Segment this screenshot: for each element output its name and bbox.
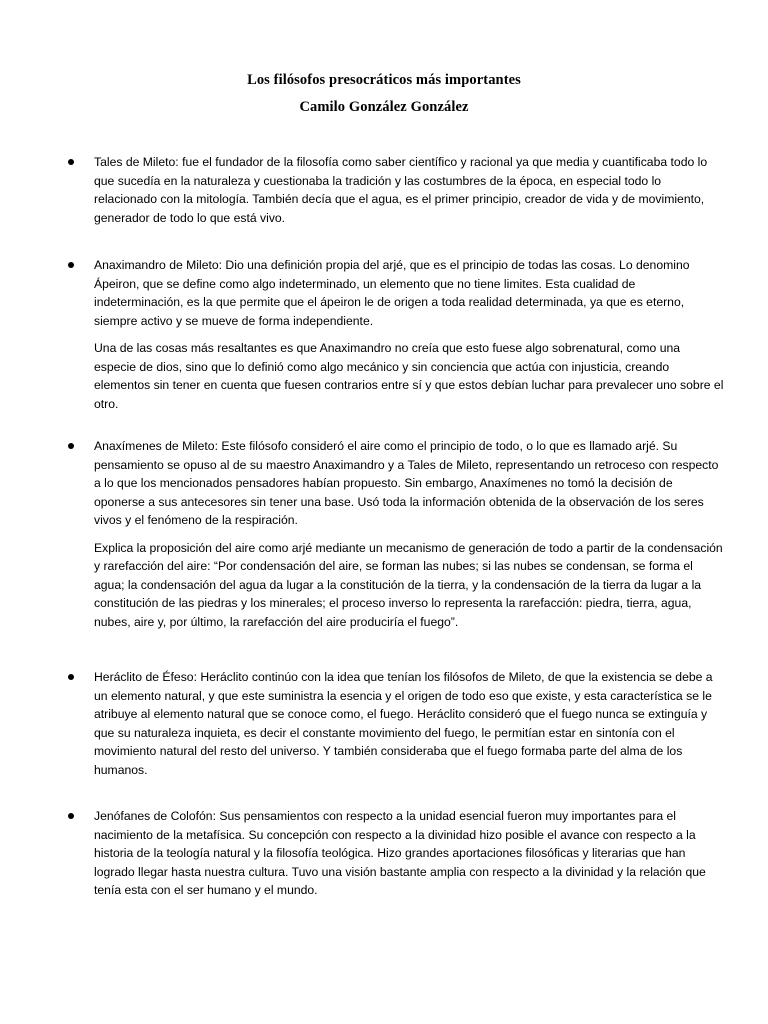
philosopher-name: Tales de Mileto:: [94, 155, 179, 169]
section-paragraph: Explica la proposición del aire como arjé mediante un mecanismo de generación de todo a partir de la condensación y rarefacción del aire: “Por condensación del aire, se forman las nubes; si las nubes se condensan, se forma el agua; la condensación del agua da lugar a la constitución de la tierra, y la condensación de la tierra da lugar a la constitución de las piedras y los minerales; el proceso inverso lo representa la rarefacción: piedra, tierra, agua, nubes, aire y, por último, la rarefacción del aire produciría el fuego”.: [94, 540, 723, 629]
section-anaximandro: [94, 256, 724, 413]
paragraph-text: Este filósofo consideró el aire como el principio de todo, o lo que es llamado arjé. Su pensamiento se opuso al de su maestro Anaximandro y a Tales de Mileto, representando un retroceso con respecto a lo que los mencionados pensadores habían propuesto. Sin embargo, Anaxímenes no tomó la decisión de oponerse a sus antecesores sin tener una base. Usó toda la información obtenida de la observación de los seres vivos y el fenómeno de la respiración.: [94, 439, 719, 527]
section-jenofanes: [94, 807, 724, 900]
section-paragraph: [94, 807, 724, 900]
section-heraclito: [94, 668, 724, 779]
section-paragraph: [94, 153, 724, 227]
section-paragraph: Una de las cosas más resaltantes es que Anaximandro no creía que esto fuese algo sobrenatural, como una especie de dios, sino que lo definió como algo mecánico y sin conciencia que actúa con injusticia, creando elementos sin tener en cuenta que fuesen contrarios entre sí y que estos debían luchar para prevalecer uno sobre el otro.: [94, 341, 724, 411]
philosopher-name: Anaxímenes de Mileto:: [94, 439, 218, 453]
section-anaximenes: [94, 437, 724, 631]
section-tales: [94, 153, 724, 227]
bullet-icon: [68, 262, 74, 268]
section-paragraph: [94, 256, 724, 330]
bullet-icon: [68, 159, 74, 165]
bullet-icon: [68, 443, 74, 449]
document-title: Los filósofos presocráticos más importantes: [247, 72, 521, 88]
philosopher-name: Heráclito de Éfeso:: [94, 670, 197, 684]
philosopher-name: Jenófanes de Colofón:: [94, 809, 216, 823]
paragraph-text: Dio una definición propia del arjé, que es el principio de todas las cosas. Lo denomino Ápeiron, que se define como algo indeterminado, un elemento que no tiene limites. Esta cualidad de indeterminación, es la que permite que el ápeiron le de origen a toda realidad determinada, ya que es eterno, siempre activo y se mueve de forma independiente.: [94, 258, 690, 328]
section-paragraph: [94, 668, 724, 779]
section-paragraph: [94, 437, 724, 530]
paragraph-text: fue el fundador de la filosofía como saber científico y racional ya que media y cuantificaba todo lo que sucedía en la naturaleza y cuestionaba la tradición y las costumbres de la época, en especial todo lo relacionado con la mitología. También decía que el agua, es el primer principio, creador de vida y de movimiento, generador de todo lo que está vivo.: [94, 155, 708, 225]
philosopher-name: Anaximandro de Mileto:: [94, 258, 223, 272]
paragraph-text: Sus pensamientos con respecto a la unidad esencial fueron muy importantes para el nacimiento de la metafísica. Su concepción con respecto a la divinidad hizo posible el avance con respecto a la historia de la teología natural y la filosofía teológica. Hizo grandes aportaciones filosóficas y literarias que han logrado llegar hasta nuestra cultura. Tuvo una visión bastante amplia con respecto a la divinidad y la relación que tenía esta con el ser humano y el mundo.: [94, 809, 706, 897]
bullet-icon: [68, 674, 74, 680]
paragraph-text: Heráclito continúo con la idea que tenían los filósofos de Mileto, de que la existencia se debe a un elemento natural, y que este suministra la esencia y el origen de todo eso que existe, y esta característica se le atribuye al elemento natural que se conoce como, el fuego. Heráclito consideró que el fuego nunca se extinguía y que su naturaleza inquieta, es decir el constante movimiento del fuego, le permitían estar en sintonía con el movimiento natural del resto del universo. Y también consideraba que el fuego formaba parte del alma de los humanos.: [94, 670, 713, 777]
bullet-icon: [68, 813, 74, 819]
document-author: Camilo González González: [299, 99, 469, 115]
